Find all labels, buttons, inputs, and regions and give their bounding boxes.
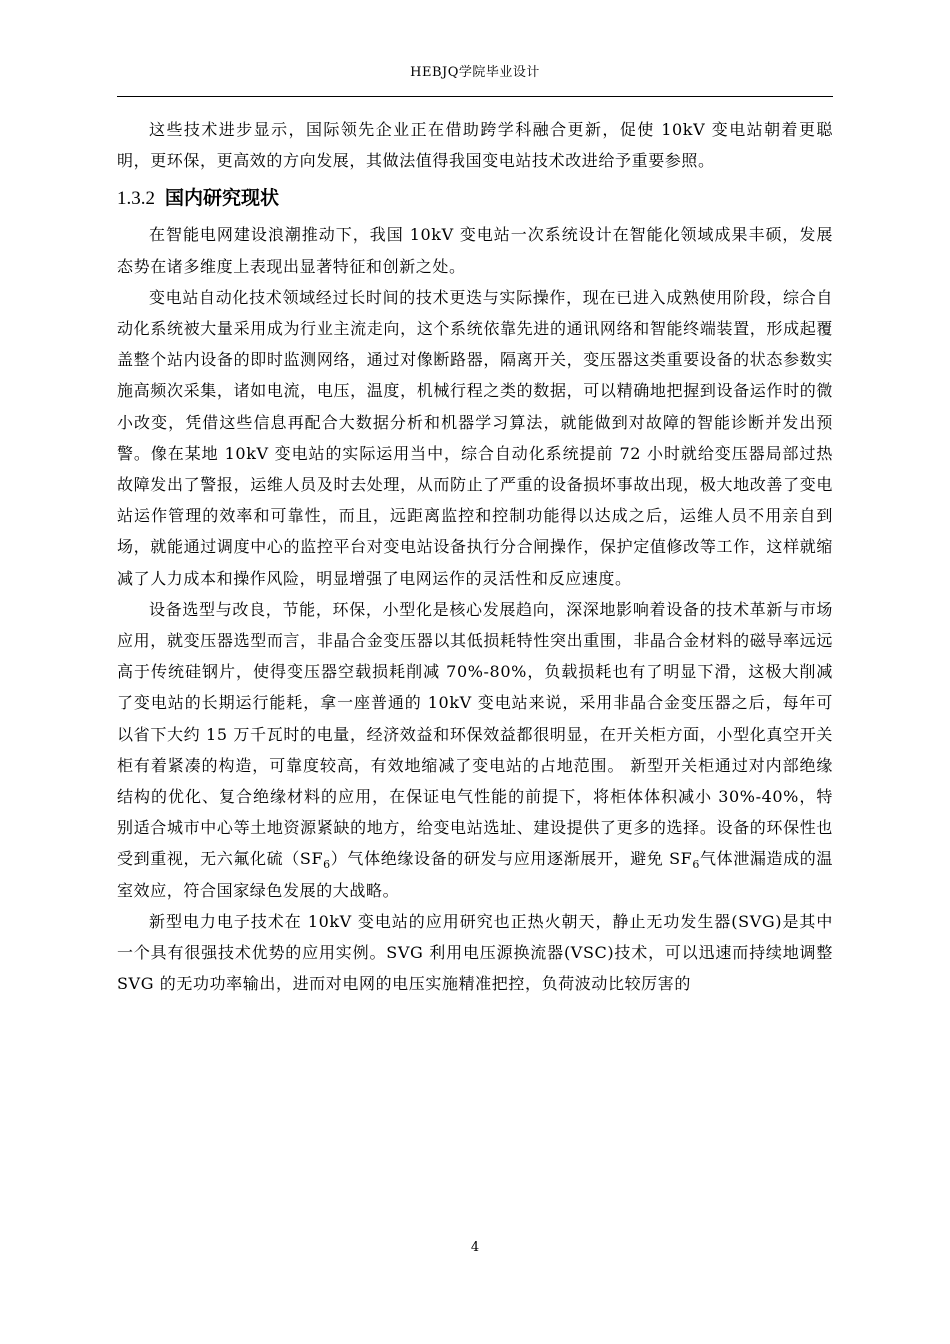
paragraph-1: 在智能电网建设浪潮推动下，我国 10kV 变电站一次系统设计在智能化领域成果丰硕，发展态势在诸多维度上表现出显著特征和创新之处。 xyxy=(117,225,833,276)
running-header: HEBJQ学院毕业设计 xyxy=(410,65,540,80)
section-title: 国内研究现状 xyxy=(165,187,280,210)
section-heading xyxy=(117,182,833,215)
paragraph-3-text-a: 设备选型与改良，节能，环保，小型化是核心发展趋向，深深地影响着设备的技术革新与市场应用，就变压器选型而言，非晶合金变压器以其低损耗特性突出重围，非晶合金材料的磁导率远远高于传统硅钢片，使得变压器空载损耗削减 70%-80%，负载损耗也有了明显下滑，这极大削减了变电站的长期运行能耗，拿一座普通的 10kV 变电站来说，采用非晶合金变压器之后，每年可以省下大约 15 万千瓦时的电量，经济效益和环保效益都很明显，在开关柜方面，小型化真空开关柜有着紧凑的构造，可靠度较高，有效地缩减了变电站的占地范围。 新型开关柜通过对内部绝缘结构的优化、复合绝缘材料的应用，在保证电气性能的前提下，将柜体体积减小 30%-40%，特别适合城市中心等土地资源紧缺的地方，给变电站选址、建设提供了更多的选择。设备的环保性也受到重视，无六氟化硫（SF xyxy=(117,599,833,869)
paragraph-2: 变电站自动化技术领域经过长时间的技术更迭与实际操作，现在已进入成熟使用阶段，综合自动化系统被大量采用成为行业主流走向，这个系统依靠先进的通讯网络和智能终端装置，形成起覆盖整个站内设备的即时监测网络，通过对像断路器，隔离开关，变压器这类重要设备的状态参数实施高频次采集，诸如电流，电压，温度，机械行程之类的数据，可以精确地把握到设备运作时的微小改变，凭借这些信息再配合大数据分析和机器学习算法，就能做到对故障的智能诊断并发出预警。像在某地 10kV 变电站的实际运用当中，综合自动化系统提前 72 小时就给变压器局部过热故障发出了警报，运维人员及时去处理，从而防止了严重的设备损坏事故出现，极大地改善了变电站运作管理的效率和可靠性，而且，远距离监控和控制功能得以达成之后，运维人员不用亲自到场，就能通过调度中心的监控平台对变电站设备执行分合闸操作，保护定值修改等工作，这样就缩减了人力成本和操作风险，明显增强了电网运作的灵活性和反应速度。 xyxy=(117,287,833,588)
paragraph-4: 新型电力电子技术在 10kV 变电站的应用研究也正热火朝天，静止无功发生器(SVG)是其中一个具有很强技术优势的应用实例。SVG 利用电压源换流器(VSC)技术，可以迅速而持续地调整 SVG 的无功功率输出，进而对电网的电压实施精准把控，负荷波动比较厉害的 xyxy=(117,911,833,994)
header-rule xyxy=(117,96,833,97)
page-number: 4 xyxy=(470,1240,480,1255)
paragraph-3 xyxy=(117,594,833,906)
section-number: 1.3.2 xyxy=(117,188,155,210)
paragraph-3-text-b: ）气体绝缘设备的研发与应用逐渐展开，避免 SF xyxy=(330,849,693,869)
document-body xyxy=(117,114,833,999)
subscript-6-b: 6 xyxy=(692,858,700,872)
subscript-6-a: 6 xyxy=(323,858,331,872)
paragraph-intro: 这些技术进步显示，国际领先企业正在借助跨学科融合更新，促使 10kV 变电站朝着更聪明，更环保，更高效的方向发展，其做法值得我国变电站技术改进给予重要参照。 xyxy=(117,120,833,171)
paragraph-3-text-c: 气体泄漏造成的温室效应，符合国家绿色发展的大战略。 xyxy=(117,849,833,900)
